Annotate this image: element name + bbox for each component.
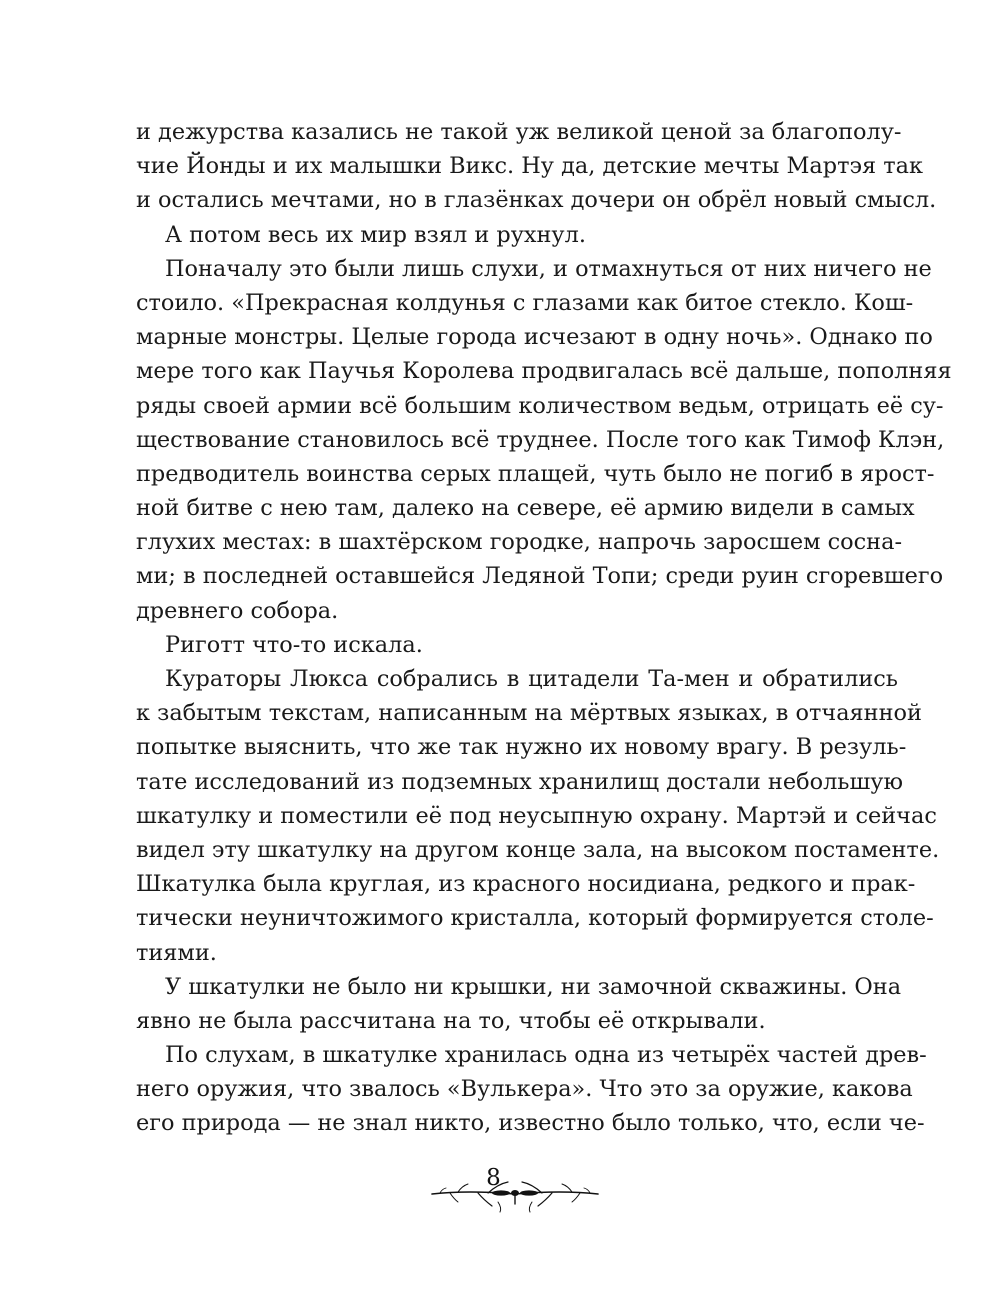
text-line: к забытым текстам, написанным на мёртвых языках, в отчаянной [136,700,922,727]
text-line: стоило. «Прекрасная колдунья с глазами как битое стекло. Кош- [136,289,914,316]
text-line: ми; в последней оставшейся Ледяной Топи; среди руин сгоревшего [136,563,944,590]
text-line: него оружия, что звалось «Вулькера». Что это за оружие, какова [136,1076,913,1103]
text-line: Риготт что-то искала. [165,631,423,658]
text-line: Шкатулка была круглая, из красного носидиана, редкого и прак- [136,871,916,898]
text-line: Поначалу это были лишь слухи, и отмахнуться от них ничего не [165,255,932,282]
body-text [136,115,952,1141]
text-line: видел эту шкатулку на другом конце зала, на высоком постаменте. [136,836,940,863]
text-line: мере того как Паучья Королева продвигалась всё дальше, пополняя [136,358,952,385]
text-line: тиями. [136,939,217,966]
text-line: тически неуничтожимого кристалла, который формируется столе- [136,905,934,932]
text-line: ной битве с нею там, далеко на севере, её армию видели в самых [136,495,915,522]
text-line: По слухам, в шкатулке хранилась одна из четырёх частей древ- [165,1042,927,1069]
text-line: попытке выяснить, что же так нужно их новому врагу. В резуль- [136,734,907,761]
text-line: тате исследований из подземных хранилищ достали небольшую [136,768,903,795]
text-line: явно не была рассчитана на то, чтобы её открывали. [136,1007,766,1034]
text-line: древнего собора. [136,597,339,624]
text-line: и остались мечтами, но в глазёнках дочери он обрёл новый смысл. [136,187,937,214]
text-line: У шкатулки не было ни крышки, ни замочной скважины. Она [165,973,902,1000]
text-line: предводитель воинства серых плащей, чуть было не погиб в ярост- [136,460,935,487]
text-line: и дежурства казались не такой уж великой ценой за благополу- [136,119,902,145]
text-line: марные монстры. Целые города исчезают в одну ночь». Однако по [136,324,933,351]
text-line: чие Йонды и их малышки Викс. Ну да, детские мечты Мартэя так [136,153,924,180]
text-line: шкатулку и поместили её под неусыпную охрану. Мартэй и сейчас [136,802,937,829]
branch-ornament-icon [428,1180,602,1214]
text-line: Кураторы Люкса собрались в цитадели Та-мен и обратились [165,666,898,692]
text-line: ществование становилось всё труднее. После того как Тимоф Клэн, [136,426,945,453]
text-line: глухих местах: в шахтёрском городке, напрочь заросшем сосна- [136,529,903,556]
page-number: 8 [486,1165,501,1191]
text-line: А потом весь их мир взял и рухнул. [165,221,586,248]
text-line: его природа — не знал никто, известно было только, что, если че- [136,1110,925,1137]
page-footer [0,1160,987,1220]
text-line: ряды своей армии всё большим количеством ведьм, отрицать её су- [136,392,944,419]
